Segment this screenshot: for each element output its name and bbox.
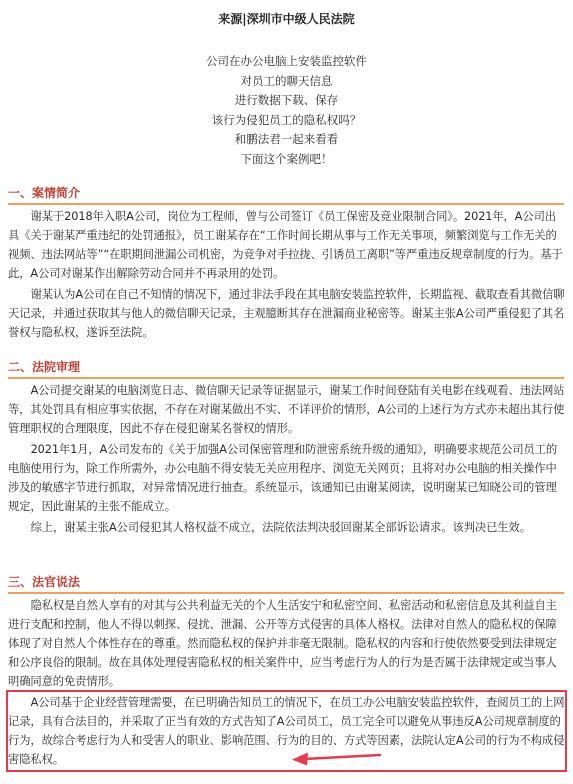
intro-line: 和鹏法君一起来看看 — [234, 132, 339, 146]
section-heading-trial: 二、法院审理 — [8, 359, 564, 379]
intro-line: 进行数据下载、保存 — [234, 93, 339, 107]
case-paragraph: 谢某认为A公司在自己不知情的情况下，通过非法手段在其电脑安装监控软件，长期监视、截取查看其微信聊天记录，并通过获取其与他人的微信聊天记录，主观臆断其存在泄漏商业秘密等。谢某主张A公司严重侵犯了其名誉权与隐私权，遂诉至法院。 — [8, 288, 565, 339]
intro-block — [0, 52, 573, 169]
judge-paragraph-highlighted: A公司基于企业经营管理需要，在已明确告知员工的情况下，在员工办公电脑安装监控软件，查阅员工的上网记录，具有合法目的，并采取了正当有效的方式告知了A公司员工，员工完全可以避免从事违反A公司规章制度的行为，故综合考虑行为人和受害人的职业、影响范围、行为的目的、方式等因素，法院认定A公司的行为不构成侵害隐私权。 — [8, 696, 565, 766]
trial-paragraph: 2021年1月，A公司发布的《关于加强A公司保密管理和防泄密系统升级的通知》，明确要求规范公司员工的电脑使用行为，除工作所需外，办公电脑不得安装无关应用程序、浏览无关网页；且将对办公电脑的相关操作中涉及的敏感字节进行抓取，对异常情况进行抽查。系统显示，该通知已由谢某阅读，说明谢某已知晓公司的管理规定，因此谢某的主张不能成立。 — [8, 443, 558, 513]
intro-line: 对员工的聊天信息 — [240, 73, 333, 88]
section-heading-judge: 三、法官说法 — [8, 574, 564, 594]
judge-paragraph: 隐私权是自然人享有的对其与公共利益无关的个人生活安宁和私密空间、私密活动和私密信息及其利益自主进行支配和控制，他人不得以刺探、侵扰、泄漏、公开等方式侵害的具体人格权。法律对自然人的隐私权的保障体现了对自然人个体性存在的尊重。然而隐私权的保护并非毫无限制。隐私权的内容和行使依然要受到法律规定和公序良俗的限制。故在具体处理侵害隐私权的相关案件中，应当考虑行为人的行为是否属于法律规定或当事人明确同意的免责情形。 — [8, 599, 557, 688]
trial-paragraph: A公司提交谢某的电脑浏览日志、微信聊天记录等证据显示，谢某工作时间登陆有关电影在线观看、违法网站等，其处罚具有相应事实依据，不存在对谢某做出不实、不详评价的情形，A公司的上述行为方式亦未超出其行使管理职权的合理限度，因此不存在侵犯谢某名誉权的情形。 — [8, 384, 565, 435]
intro-line: 该行为侵犯员工的隐私权吗？ — [211, 112, 362, 127]
arrow-left-icon — [292, 749, 382, 769]
trial-paragraph: 综上，谢某主张A公司侵犯其人格权益不成立，法院依法判决驳回谢某全部诉讼请求。该判决已生效。 — [30, 521, 531, 534]
intro-line: 公司在办公电脑上安装监控软件 — [206, 54, 367, 68]
section-heading-case: 一、案情简介 — [8, 185, 564, 205]
intro-line: 下面这个案例吧！ — [240, 151, 333, 166]
case-paragraph: 谢某于2018年入职A公司，岗位为工程师，曾与公司签订《员工保密及竞业限制合同》。2021年，A公司出具《关于谢某严重违纪的处罚通报》，员工谢某存在“工作时间长期从事与工作无关事项，频繁浏览与工作无关的视频、违法网站等”“在职期间泄漏公司机密，为竞争对手拉拢、引诱员工离职”等严重违反规章制度的行为。基于此，A公司对谢某作出解除劳动合同并不再录用的处罚。 — [8, 210, 563, 280]
highlight-box — [6, 690, 567, 772]
article-source: 来源|深圳市中级人民法院 — [218, 12, 355, 26]
